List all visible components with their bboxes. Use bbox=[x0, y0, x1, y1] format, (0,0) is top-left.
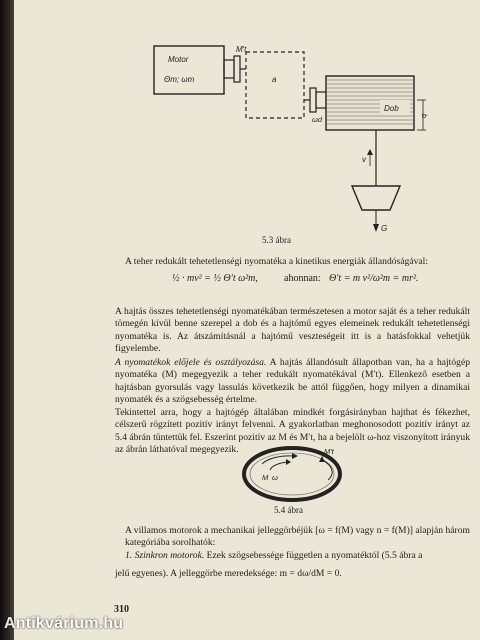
omega-d-label: ωd bbox=[312, 115, 323, 124]
figure-5-4-diagram bbox=[232, 444, 352, 502]
synchronous-motors-label: 1. Szinkron motorok. bbox=[125, 550, 205, 561]
book-page bbox=[14, 0, 480, 640]
load-weight bbox=[352, 186, 400, 210]
paragraph-3 bbox=[115, 357, 470, 406]
paragraph-6 bbox=[125, 550, 470, 562]
weight-label: G bbox=[381, 224, 388, 233]
fig2-mt-label: M′t bbox=[324, 447, 334, 456]
paragraph-5: A villamos motorok a mechanikai jelleggörbéjük [ω = f(M) vagy n = f(M)] alapján három kategóriába sorolhatók: bbox=[125, 525, 470, 549]
fig2-m-label: M bbox=[262, 473, 269, 482]
gear-ratio-label: a bbox=[272, 75, 277, 84]
velocity-label: v bbox=[362, 155, 366, 164]
formula-lhs: ½ · mv² = ½ Θ′t ω²m, bbox=[172, 273, 258, 284]
watermark: Antikvárium.hu bbox=[4, 615, 124, 632]
section-heading: A nyomatékok előjele és osztályozása. bbox=[115, 357, 267, 368]
figure-5-3-caption: 5.3 ábra bbox=[262, 235, 291, 245]
formula-ahonnan: ahonnan: bbox=[284, 273, 321, 284]
paragraph-6-text: Ezek szögsebessége független a nyomatéktól (5.5 ábra a bbox=[204, 550, 423, 561]
mt-label-top: M′t bbox=[236, 45, 247, 54]
motor-box bbox=[154, 46, 224, 94]
book-spine-shadow bbox=[0, 0, 14, 640]
motor-label: Motor bbox=[168, 55, 189, 64]
drum-label: Dob bbox=[384, 104, 399, 113]
fig2-omega-label: ω bbox=[272, 473, 278, 482]
q-label: q bbox=[419, 113, 428, 118]
formula-rhs: Θ′t = m v²/ω²m = mr². bbox=[329, 273, 419, 284]
page-number: 310 bbox=[114, 604, 129, 615]
figure-5-4-caption: 5.4 ábra bbox=[274, 505, 303, 515]
paragraph-3-text: A hajtás állandósult állapotban van, ha a hajtógép nyomatéka (M) megegyezik a teher redukált nyomatékával (M′t). Ellenkező esetben a hajtásban gyorsulás vagy lassulás következik be attól függően, hogy milyen a dinamikai nyomaték és a szögsebesség értelme. bbox=[115, 357, 470, 405]
paragraph-4: Tekintettel arra, hogy a hajtógép általában mindkét forgásirányban hajthat és fékezhet, célszerű rögzített pozitív irányt felvenni. A gyakorlatban meghonosodott pozitív irányt az 5.4 ábrán tüntettük fel. Eszerint pozitív az M és M′t, ha a bejelölt ω-hoz viszonyított irányuk az ábrán láthatóval megegyezik. bbox=[115, 407, 470, 455]
paragraph-2: A hajtás összes tehetetlenségi nyomatékában természetesen a motor saját és a teher redukált tömegén kívül benne szerepel a dob és a hajtómű egyes elemeinek redukált tehetetlenségi nyomatéka is. Az átszámításnál a hajtómű veszteségeit itt is a hatásfokkal vehetjük figyelembe. bbox=[115, 306, 470, 354]
figure-5-3-diagram bbox=[134, 38, 434, 238]
gearbox-dashed bbox=[246, 52, 304, 118]
paragraph-6-cont: jelű egyenes). A jelleggörbe meredeksége: m = dω/dM = 0. bbox=[115, 568, 342, 579]
paragraph-1: A teher redukált tehetetlenségi nyomatéka a kinetikus energiák állandóságával: bbox=[125, 256, 428, 267]
motor-params-label: Θm; ωm bbox=[164, 75, 195, 84]
